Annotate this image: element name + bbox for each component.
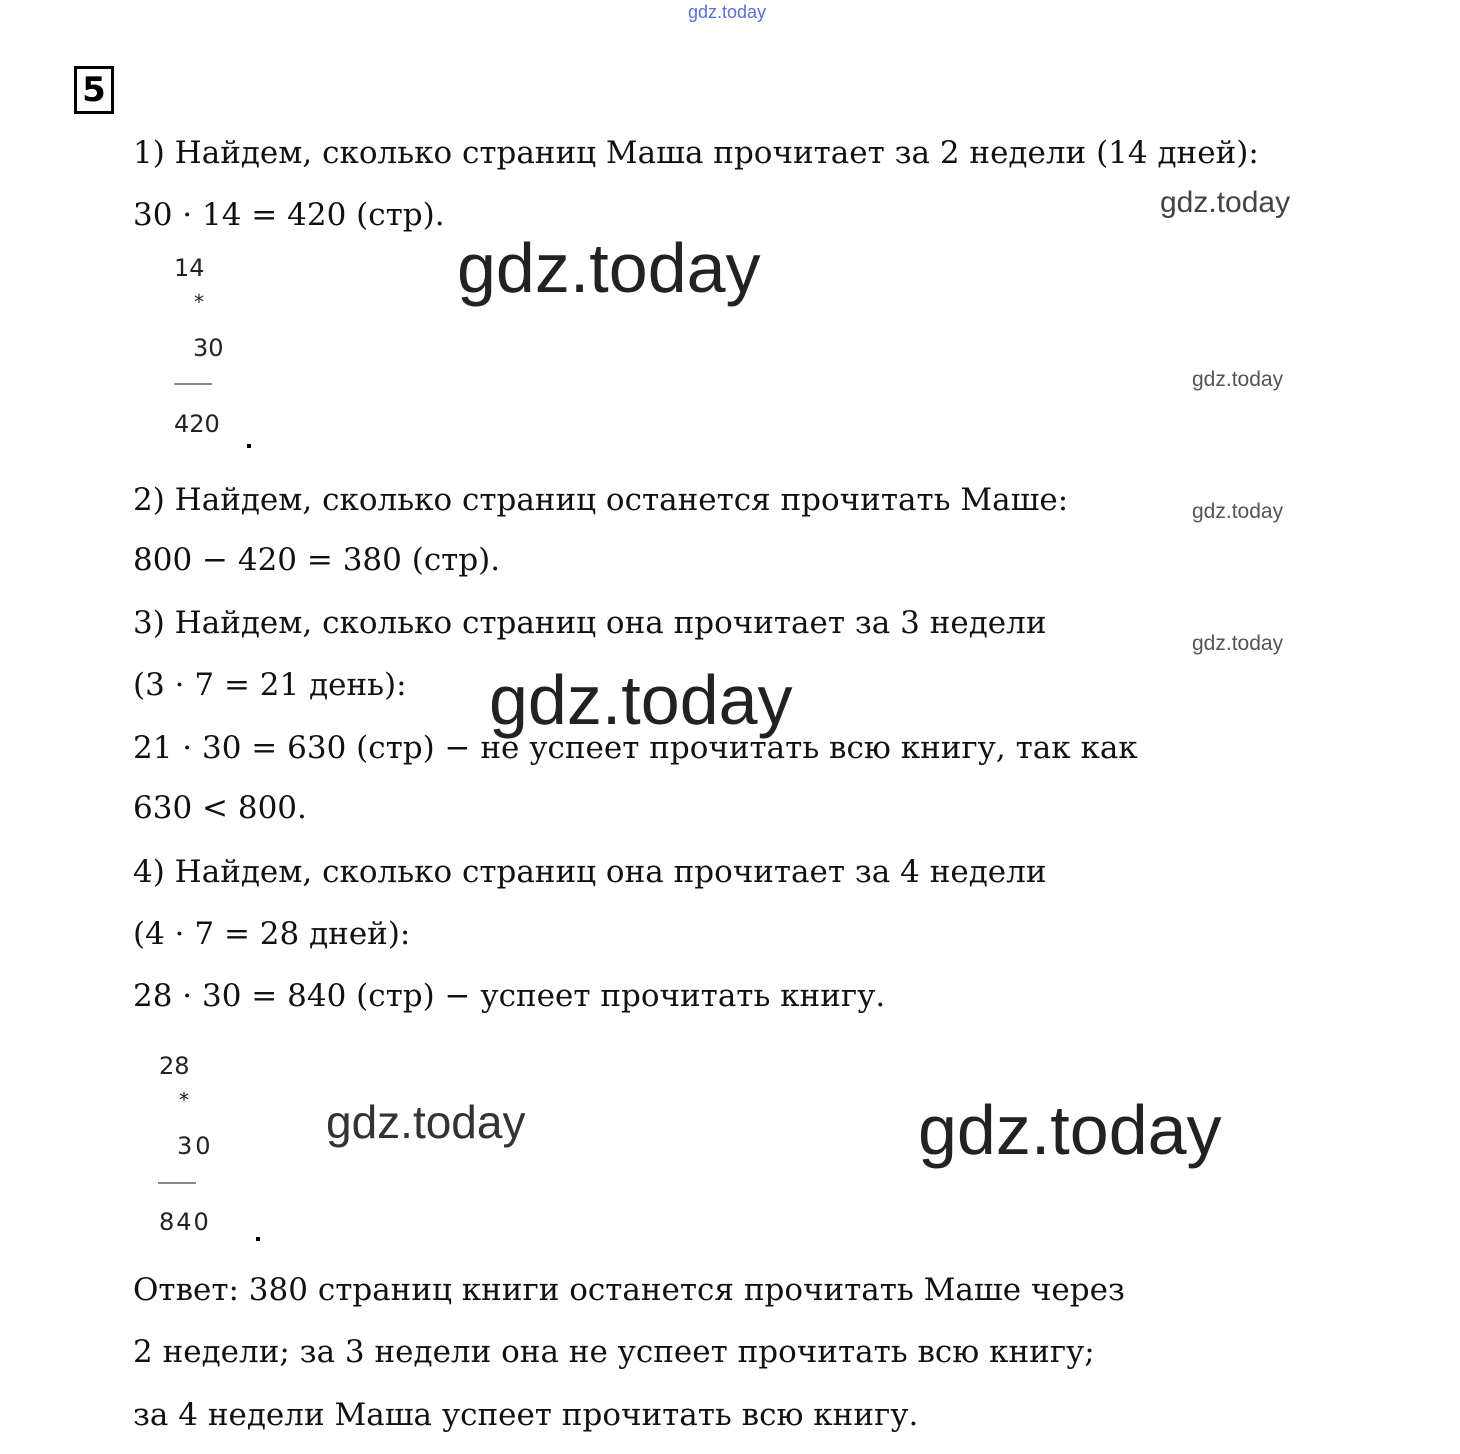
text-line: 30 · 14 = 420 (стр). bbox=[133, 197, 445, 233]
answer-line: 2 недели; за 3 недели она не успеет прочитать всю книгу; bbox=[133, 1334, 1095, 1370]
text-line: 3) Найдем, сколько страниц она прочитает за 3 недели bbox=[133, 605, 1047, 641]
task-number: 5 bbox=[74, 66, 114, 114]
watermark: gdz.today bbox=[1192, 368, 1284, 391]
period bbox=[256, 1237, 260, 1241]
watermark: gdz.today bbox=[1192, 500, 1284, 523]
answer-line: Ответ: 380 страниц книги останется прочитать Маше через bbox=[133, 1272, 1125, 1308]
watermark: gdz.today bbox=[1160, 186, 1291, 219]
text-line: 800 − 420 = 380 (стр). bbox=[133, 542, 501, 578]
calc1-a: 14 bbox=[174, 254, 205, 282]
calc2-op: * bbox=[179, 1088, 189, 1112]
calc2-b: 30 bbox=[177, 1132, 214, 1160]
text-line: (4 · 7 = 28 дней): bbox=[133, 916, 411, 952]
text-line: 1) Найдем, сколько страниц Маша прочитает за 2 недели (14 дней): bbox=[133, 135, 1259, 171]
watermark: gdz.today bbox=[457, 229, 761, 307]
text-line: 630 < 800. bbox=[133, 790, 307, 826]
text-line: 2) Найдем, сколько страниц останется прочитать Маше: bbox=[133, 482, 1069, 518]
calc1-divider bbox=[174, 383, 212, 385]
calc1-op: * bbox=[194, 290, 204, 314]
watermark-top: gdz.today bbox=[688, 2, 767, 22]
text-line: 28 · 30 = 840 (стр) − успеет прочитать книгу. bbox=[133, 978, 886, 1014]
watermark: gdz.today bbox=[918, 1091, 1222, 1169]
answer-line: за 4 недели Маша успеет прочитать всю книгу. bbox=[133, 1397, 919, 1433]
watermark: gdz.today bbox=[326, 1096, 526, 1148]
calc1-b: 30 bbox=[193, 334, 224, 362]
calc2-a: 28 bbox=[159, 1052, 190, 1080]
calc1-result: 420 bbox=[174, 410, 220, 438]
text-line: 4) Найдем, сколько страниц она прочитает за 4 недели bbox=[133, 854, 1047, 890]
period bbox=[247, 444, 251, 448]
watermark: gdz.today bbox=[1192, 632, 1284, 655]
text-line: 21 · 30 = 630 (стр) − не успеет прочитать всю книгу, так как bbox=[133, 730, 1138, 766]
watermark: gdz.today bbox=[489, 661, 793, 739]
calc2-divider bbox=[158, 1182, 196, 1184]
calc2-result: 840 bbox=[159, 1208, 211, 1236]
text-line: (3 · 7 = 21 день): bbox=[133, 667, 407, 703]
